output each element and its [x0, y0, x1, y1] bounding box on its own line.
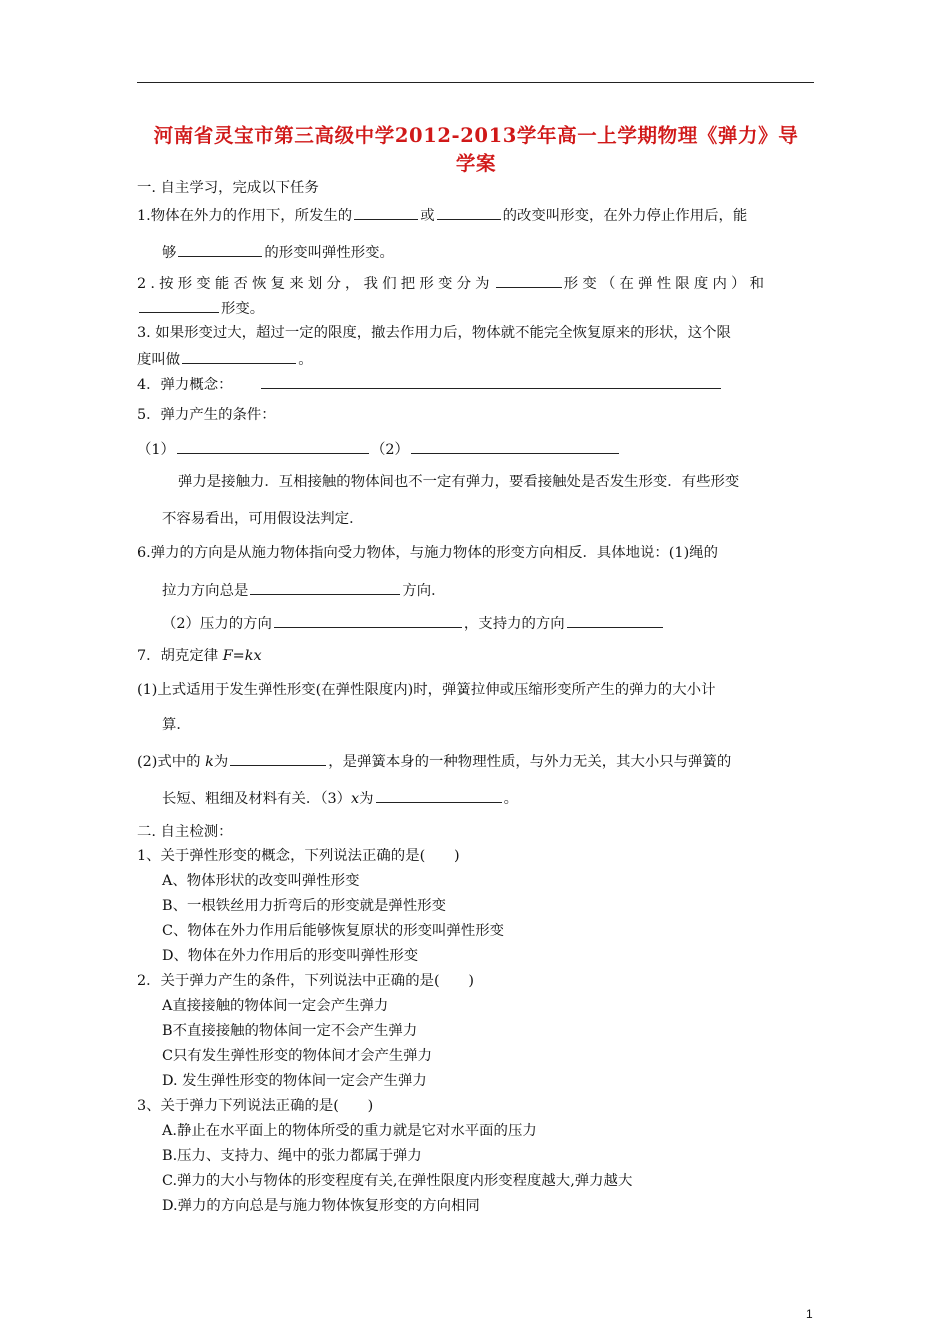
q1-line-2: 够 的形变叫弹性形变。 [162, 241, 394, 263]
mc3-option-b: B.压力、支持力、绳中的张力都属于弹力 [162, 1148, 422, 1164]
title-line-1: 河南省灵宝市第三高级中学2012-2013学年高一上学期物理《弹力》导 [153, 124, 799, 147]
mc1-option-c: C、物体在外力作用后能够恢复原状的形变叫弹性形变 [162, 923, 504, 939]
section1-heading: 一. 自主学习，完成以下任务 [137, 180, 319, 196]
q2-line-1: 2.按形变能否恢复来划分，我们把形变分为 形变（在弹性限度内）和 [137, 272, 768, 294]
mc3-option-c: C.弹力的大小与物体的形变程度有关,在弹性限度内形变程度越大,弹力越大 [162, 1173, 633, 1189]
q5-blank-1 [177, 438, 369, 454]
q7-blank-2 [376, 787, 502, 803]
q1-blank-3 [178, 241, 262, 257]
hooke-formula: F=kx [222, 648, 262, 664]
q1-line-1: 1.物体在外力的作用下，所发生的 或 的改变叫形变，在外力停止作用后，能 [137, 204, 747, 226]
q4-line: 4．弹力概念： [137, 373, 723, 395]
q7-line-3: 算． [162, 717, 191, 733]
q3-line-2: 度叫做 。 [137, 348, 313, 370]
mc1-option-a: A、物体形状的改变叫弹性形变 [162, 873, 360, 889]
q2-blank-1 [496, 272, 562, 288]
section2-heading: 二. 自主检测： [137, 824, 233, 840]
page-number: 1 [806, 1307, 813, 1321]
q5-line-1: 5．弹力产生的条件： [137, 407, 276, 423]
q7-line-5: 长短、粗细及材料有关．（3）x为 。 [162, 787, 518, 809]
q3-line-1: 3. 如果形变过大，超过一定的限度，撤去作用力后，物体就不能完全恢复原来的形状，这个限 [137, 325, 731, 341]
q6-blank-3 [567, 612, 663, 628]
q6-line-2: 拉力方向总是 方向． [162, 579, 446, 601]
note-line-1: 弹力是接触力．互相接触的物体间也不一定有弹力，要看接触处是否发生形变．有些形变 [178, 474, 740, 490]
q3-blank [182, 348, 296, 364]
q6-line-3: （2）压力的方向 ，支持力的方向 [162, 612, 665, 634]
note-line-2: 不容易看出，可用假设法判定． [162, 511, 364, 527]
mc2-option-a: A直接接触的物体间一定会产生弹力 [162, 998, 389, 1014]
mc2-option-c: C只有发生弹性形变的物体间才会产生弹力 [162, 1048, 433, 1064]
q7-line-1: 7．胡克定律 F=kx [137, 648, 262, 664]
q6-blank-2 [274, 612, 462, 628]
mc1-option-d: D、物体在外力作用后的形变叫弹性形变 [162, 948, 419, 964]
q6-blank-1 [250, 579, 400, 595]
mc3-stem: 3、关于弹力下列说法正确的是( ) [137, 1098, 374, 1114]
mc2-option-b: B不直接接触的物体间一定不会产生弹力 [162, 1023, 418, 1039]
title-line-2: 学案 [455, 152, 497, 175]
q2-blank-2 [139, 297, 219, 313]
q5-blank-2 [411, 438, 619, 454]
mc2-stem: 2．关于弹力产生的条件，下列说法中正确的是( ) [137, 973, 474, 989]
q7-line-2: (1)上式适用于发生弹性形变(在弹性限度内)时，弹簧拉伸或压缩形变所产生的弹力的大小计 [137, 682, 716, 698]
document-title [132, 122, 820, 178]
q7-line-4: (2)式中的 k为 ，是弹簧本身的一种物理性质，与外力无关，其大小只与弹簧的 [137, 750, 731, 772]
header-rule [137, 82, 814, 83]
q1-blank-1 [354, 204, 418, 220]
mc1-option-b: B、一根铁丝用力折弯后的形变就是弹性形变 [162, 898, 446, 914]
q4-blank [261, 373, 721, 389]
q5-line-2: （1） （2） [137, 438, 621, 460]
q1-blank-2 [437, 204, 501, 220]
q7-blank-1 [230, 750, 326, 766]
q2-line-2: 形变。 [137, 297, 264, 319]
mc3-option-a: A.静止在水平面上的物体所受的重力就是它对水平面的压力 [162, 1123, 537, 1139]
mc3-option-d: D.弹力的方向总是与施力物体恢复形变的方向相同 [162, 1198, 480, 1214]
q6-line-1: 6.弹力的方向是从施力物体指向受力物体，与施力物体的形变方向相反．具体地说：(1)绳的 [137, 545, 718, 561]
mc2-option-d: D. 发生弹性形变的物体间一定会产生弹力 [162, 1073, 427, 1089]
mc1-stem: 1、关于弹性形变的概念，下列说法正确的是( ) [137, 848, 460, 864]
